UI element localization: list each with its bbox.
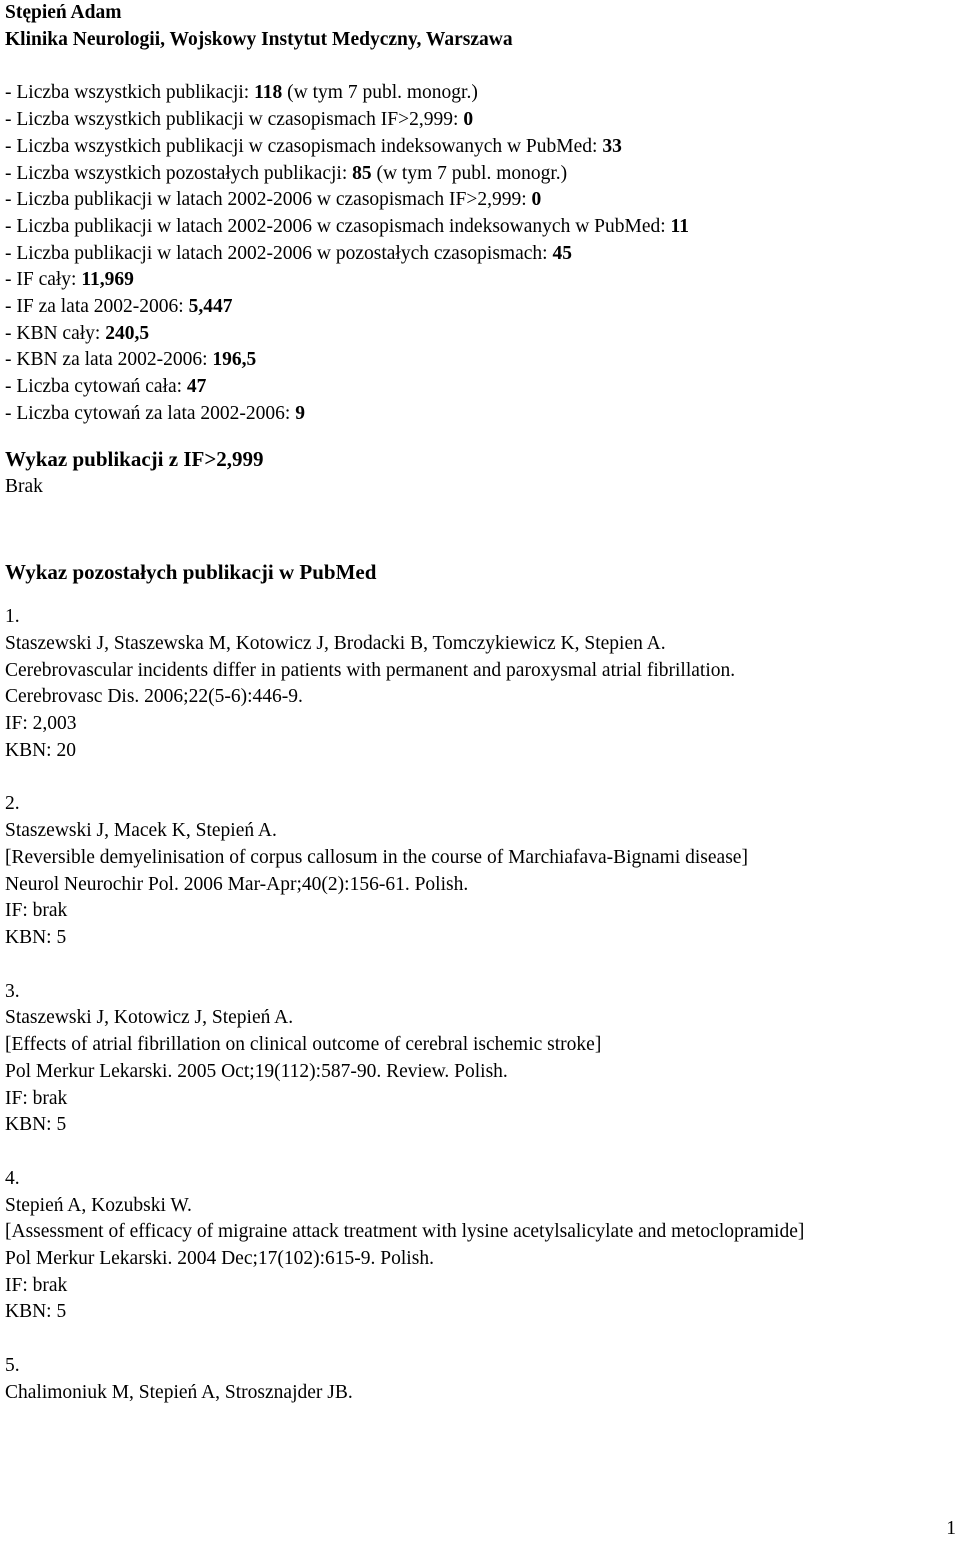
publication-entry [5,1353,955,1406]
publication-journal: Neurol Neurochir Pol. 2006 Mar-Apr;40(2):156-61. Polish. [5,873,469,895]
publication-number: 1. [5,606,20,628]
publication-journal: Pol Merkur Lekarski. 2005 Oct;19(112):587-90. Review. Polish. [5,1060,508,1082]
section-heading-if: Wykaz publikacji z IF>2,999 [5,446,264,471]
publication-kbn: KBN: 5 [5,1114,67,1136]
stat-line: - Liczba publikacji w latach 2002-2006 w czasopismach indeksowanych w PubMed: 11 [5,215,689,237]
publication-entry [5,604,955,764]
publication-number: 5. [5,1355,20,1377]
stat-value: 45 [552,242,572,264]
stat-line: - IF cały: 11,969 [5,269,134,291]
page-number: 1 [946,1518,956,1539]
stat-value: 0 [463,109,474,131]
publication-title: Cerebrovascular incidents differ in patients with permanent and paroxysmal atrial fibrillation. [5,659,736,681]
stat-value: 47 [186,376,207,398]
publication-authors: Staszewski J, Staszewska M, Kotowicz J, Brodacki B, Tomczykiewicz K, Stepien A. [5,632,666,654]
stat-line: - KBN cały: 240,5 [5,322,150,344]
stat-value: 85 [352,162,372,184]
publication-number: 3. [5,980,20,1002]
stat-line: - Liczba wszystkich pozostałych publikacji: 85 (w tym 7 publ. monogr.) [5,162,568,184]
section-if-content: Brak [5,475,43,497]
stat-line: - Liczba wszystkich publikacji: 118 (w tym 7 publ. monogr.) [5,82,478,104]
publication-journal: Pol Merkur Lekarski. 2004 Dec;17(102):615-9. Polish. [5,1248,434,1270]
stat-line: - Liczba wszystkich publikacji w czasopismach indeksowanych w PubMed: 33 [5,135,622,157]
publication-kbn: KBN: 20 [5,739,76,761]
publication-authors: Staszewski J, Macek K, Stepień A. [5,820,277,842]
statistics-list [5,80,955,427]
stat-line: - KBN za lata 2002-2006: 196,5 [5,349,257,371]
publication-authors: Staszewski J, Kotowicz J, Stepień A. [5,1007,294,1029]
stat-value: 9 [295,402,305,424]
stat-line: - Liczba cytowań za lata 2002-2006: 9 [5,402,305,424]
publication-if: IF: brak [5,1087,68,1109]
publication-number: 2. [5,793,20,815]
publication-title: [Effects of atrial fibrillation on clinical outcome of cerebral ischemic stroke] [5,1034,602,1056]
stat-value: 33 [602,135,622,157]
stat-line: - Liczba publikacji w latach 2002-2006 w pozostałych czasopismach: 45 [5,242,572,264]
stat-value: 240,5 [105,322,150,344]
document-page [5,0,955,1407]
stat-value: 5,447 [188,296,233,318]
publication-kbn: KBN: 5 [5,1301,67,1323]
stat-value: 196,5 [212,349,257,371]
author-name: Stępień Adam [5,2,122,23]
stat-value: 0 [531,189,542,211]
publication-kbn: KBN: 5 [5,926,67,948]
stat-value: 118 [254,82,283,104]
stat-value: 11 [670,215,689,237]
stat-line: - Liczba publikacji w latach 2002-2006 w czasopismach IF>2,999: 0 [5,189,542,211]
publication-if: IF: 2,003 [5,713,77,735]
author-affiliation: Klinika Neurologii, Wojskowy Instytut Medyczny, Warszawa [5,28,513,50]
publication-list [5,604,955,1406]
stat-line: - IF za lata 2002-2006: 5,447 [5,296,233,318]
stat-line: - Liczba wszystkich publikacji w czasopismach IF>2,999: 0 [5,109,474,131]
publication-if: IF: brak [5,1274,68,1296]
publication-entry [5,791,955,951]
publication-title: [Assessment of efficacy of migraine attack treatment with lysine acetylsalicylate and metoclopramide] [5,1221,805,1243]
publication-journal: Cerebrovasc Dis. 2006;22(5-6):446-9. [5,686,303,708]
publication-number: 4. [5,1167,20,1189]
publication-authors: Stepień A, Kozubski W. [5,1194,192,1216]
publication-if: IF: brak [5,900,68,922]
publication-title: [Reversible demyelinisation of corpus callosum in the course of Marchiafava-Bignami disease] [5,846,748,868]
publication-authors: Chalimoniuk M, Stepień A, Strosznajder JB. [5,1381,353,1403]
publication-entry [5,1166,955,1326]
publication-entry [5,979,955,1139]
stat-value: 11,969 [81,269,134,291]
section-heading-pubmed: Wykaz pozostałych publikacji w PubMed [5,560,377,585]
stat-line: - Liczba cytowań cała: 47 [5,376,207,398]
